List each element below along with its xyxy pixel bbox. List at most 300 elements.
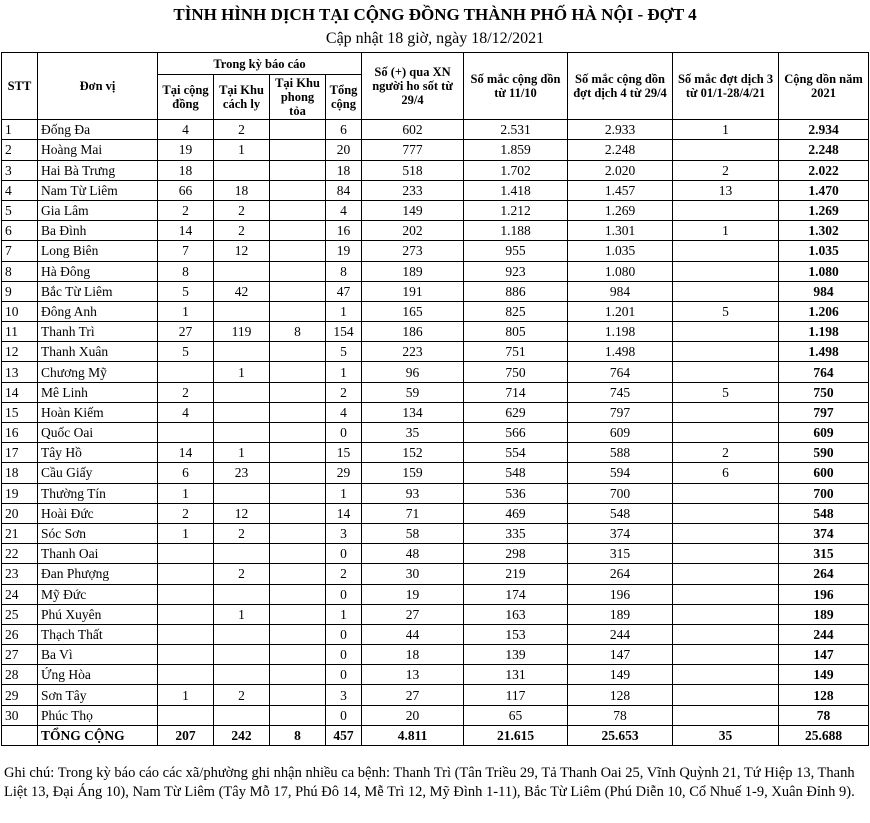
table-row: [2, 523, 869, 543]
table-row: [2, 140, 869, 160]
cell-wave3: [673, 241, 779, 261]
cell-community: 2: [158, 503, 214, 523]
cell-stt: 28: [2, 665, 38, 685]
cell-period-total: 0: [326, 645, 362, 665]
cell-total-2021: 609: [779, 423, 869, 443]
cell-wave4: 374: [568, 523, 673, 543]
cell-unit: Mê Linh: [38, 382, 158, 402]
cell-positive-tests: 233: [362, 180, 464, 200]
cell-positive-tests: 159: [362, 463, 464, 483]
cell-wave3: [673, 322, 779, 342]
cell-since-1110: 923: [464, 261, 568, 281]
cell-lockdown: [270, 160, 326, 180]
cell-total-2021: 149: [779, 665, 869, 685]
header-community: Tại cộng đồng: [158, 75, 214, 120]
cell-stt: 29: [2, 685, 38, 705]
cell-quarantine: 12: [214, 503, 270, 523]
cell-unit: Đông Anh: [38, 301, 158, 321]
cell-community: 66: [158, 180, 214, 200]
cell-positive-tests: 96: [362, 362, 464, 382]
cell-total-2021: 1.035: [779, 241, 869, 261]
cell-community: [158, 544, 214, 564]
update-time: Cập nhật 18 giờ, ngày 18/12/2021: [325, 30, 545, 47]
cell-since-1110: 1.212: [464, 200, 568, 220]
header-lockdown: Tại Khu phong tỏa: [270, 75, 326, 120]
cell-positive-tests: 27: [362, 604, 464, 624]
cell-wave4: 700: [568, 483, 673, 503]
table-body: [2, 120, 869, 726]
cell-stt: 12: [2, 342, 38, 362]
cell-wave4: 797: [568, 402, 673, 422]
cell-total-2021: 1.206: [779, 301, 869, 321]
cell-total-2021: 548: [779, 503, 869, 523]
cell-since-1110: 554: [464, 443, 568, 463]
cell-total-2021: 2.934: [779, 120, 869, 140]
cell-lockdown: [270, 382, 326, 402]
cell-unit: Sơn Tây: [38, 685, 158, 705]
cell-stt: 27: [2, 645, 38, 665]
cell-community: 5: [158, 342, 214, 362]
cell-total-2021: 1.302: [779, 221, 869, 241]
cell-total-2021: 1.498: [779, 342, 869, 362]
header-row-1: [2, 53, 869, 75]
cell-unit: Hoàng Mai: [38, 140, 158, 160]
cell-wave4: 2.020: [568, 160, 673, 180]
cell-positive-tests: 152: [362, 443, 464, 463]
cell-quarantine: [214, 301, 270, 321]
cell-period-total: 16: [326, 221, 362, 241]
cell-positive-tests: 602: [362, 120, 464, 140]
cell-wave4: 78: [568, 705, 673, 725]
cell-total-2021: 315: [779, 544, 869, 564]
cell-community: [158, 645, 214, 665]
cell-lockdown: [270, 483, 326, 503]
cell-total-2021: 374: [779, 523, 869, 543]
cell-positive-tests: 149: [362, 200, 464, 220]
cell-lockdown: [270, 261, 326, 281]
cell-community: 14: [158, 443, 214, 463]
cell-total-2021: 2.022: [779, 160, 869, 180]
table-row: [2, 544, 869, 564]
cell-since-1110: 750: [464, 362, 568, 382]
totals-label: TỔNG CỘNG: [38, 725, 158, 745]
table-row: [2, 645, 869, 665]
cell-wave4: 149: [568, 665, 673, 685]
cell-lockdown: [270, 463, 326, 483]
cell-total-2021: 750: [779, 382, 869, 402]
cell-wave3: [673, 483, 779, 503]
cell-positive-tests: 30: [362, 564, 464, 584]
totals-period-total: 457: [326, 725, 362, 745]
cell-period-total: 1: [326, 483, 362, 503]
cell-lockdown: 8: [270, 322, 326, 342]
cell-unit: Hoàn Kiếm: [38, 402, 158, 422]
cell-positive-tests: 19: [362, 584, 464, 604]
cell-positive-tests: 48: [362, 544, 464, 564]
cell-period-total: 3: [326, 685, 362, 705]
cell-stt: 16: [2, 423, 38, 443]
cell-period-total: 5: [326, 342, 362, 362]
cell-total-2021: 600: [779, 463, 869, 483]
cell-total-2021: 1.269: [779, 200, 869, 220]
totals-quarantine: 242: [214, 725, 270, 745]
header-total-2021: Cộng dồn năm 2021: [779, 53, 869, 120]
cell-period-total: 0: [326, 544, 362, 564]
cell-wave4: 984: [568, 281, 673, 301]
cell-stt: 8: [2, 261, 38, 281]
totals-lockdown: 8: [270, 725, 326, 745]
cell-since-1110: 714: [464, 382, 568, 402]
cell-community: [158, 584, 214, 604]
cell-positive-tests: 20: [362, 705, 464, 725]
cell-quarantine: [214, 382, 270, 402]
cell-unit: Ứng Hòa: [38, 665, 158, 685]
cell-lockdown: [270, 120, 326, 140]
cell-period-total: 18: [326, 160, 362, 180]
table-row: [2, 342, 869, 362]
cell-lockdown: [270, 281, 326, 301]
cell-since-1110: 536: [464, 483, 568, 503]
cell-wave4: 1.301: [568, 221, 673, 241]
cell-lockdown: [270, 140, 326, 160]
cell-community: 4: [158, 402, 214, 422]
cell-unit: Mỹ Đức: [38, 584, 158, 604]
cell-positive-tests: 777: [362, 140, 464, 160]
totals-since-1110: 21.615: [464, 725, 568, 745]
cell-quarantine: [214, 261, 270, 281]
cell-wave3: [673, 261, 779, 281]
cell-period-total: 1: [326, 604, 362, 624]
cell-wave4: 196: [568, 584, 673, 604]
cell-unit: Đống Đa: [38, 120, 158, 140]
cell-wave3: 2: [673, 160, 779, 180]
cell-wave3: 1: [673, 221, 779, 241]
cell-since-1110: 131: [464, 665, 568, 685]
cell-stt: 4: [2, 180, 38, 200]
cell-total-2021: 128: [779, 685, 869, 705]
cell-since-1110: 219: [464, 564, 568, 584]
cell-positive-tests: 44: [362, 624, 464, 644]
cell-unit: Quốc Oai: [38, 423, 158, 443]
cell-wave4: 588: [568, 443, 673, 463]
totals-wave3: 35: [673, 725, 779, 745]
cell-wave3: [673, 705, 779, 725]
cell-quarantine: 2: [214, 564, 270, 584]
cell-lockdown: [270, 362, 326, 382]
cell-stt: 21: [2, 523, 38, 543]
cell-wave4: 315: [568, 544, 673, 564]
cell-period-total: 4: [326, 200, 362, 220]
cell-wave4: 745: [568, 382, 673, 402]
cell-wave3: [673, 281, 779, 301]
cell-quarantine: 2: [214, 120, 270, 140]
cell-unit: Hoài Đức: [38, 503, 158, 523]
cell-positive-tests: 59: [362, 382, 464, 402]
cell-total-2021: 1.080: [779, 261, 869, 281]
cell-period-total: 2: [326, 564, 362, 584]
cell-unit: Hà Đông: [38, 261, 158, 281]
cell-quarantine: [214, 423, 270, 443]
header-since-1110: Số mắc cộng dồn từ 11/10: [464, 53, 568, 120]
cell-positive-tests: 71: [362, 503, 464, 523]
table-row: [2, 503, 869, 523]
cell-wave4: 1.269: [568, 200, 673, 220]
cell-quarantine: [214, 645, 270, 665]
cell-unit: Long Biên: [38, 241, 158, 261]
header-period-total: Tổng cộng: [326, 75, 362, 120]
cell-positive-tests: 189: [362, 261, 464, 281]
header-quarantine: Tại Khu cách ly: [214, 75, 270, 120]
cell-wave3: [673, 624, 779, 644]
table-row: [2, 160, 869, 180]
cell-wave3: 13: [673, 180, 779, 200]
cell-lockdown: [270, 604, 326, 624]
cell-wave3: [673, 342, 779, 362]
cell-wave3: [673, 685, 779, 705]
cell-period-total: 154: [326, 322, 362, 342]
cell-community: 2: [158, 200, 214, 220]
cell-since-1110: 886: [464, 281, 568, 301]
cell-community: [158, 624, 214, 644]
cell-total-2021: 1.198: [779, 322, 869, 342]
cell-wave4: 264: [568, 564, 673, 584]
cell-quarantine: [214, 584, 270, 604]
cell-positive-tests: 58: [362, 523, 464, 543]
cell-lockdown: [270, 645, 326, 665]
cell-wave4: 128: [568, 685, 673, 705]
cell-lockdown: [270, 301, 326, 321]
cell-quarantine: [214, 705, 270, 725]
table-row: [2, 604, 869, 624]
cell-quarantine: [214, 160, 270, 180]
cell-unit: Thanh Xuân: [38, 342, 158, 362]
cell-lockdown: [270, 503, 326, 523]
cell-period-total: 6: [326, 120, 362, 140]
cell-wave4: 1.457: [568, 180, 673, 200]
cell-quarantine: 42: [214, 281, 270, 301]
footnote: Ghi chú: Trong kỳ báo cáo các xã/phường ghi nhận nhiều ca bệnh: Thanh Trì (Tân Triều 29, Tả Thanh Oai 25, Vĩnh Quỳnh 21, Tứ Hiệp 13, Thanh Liệt 13, Đại Áng 10), Nam Từ Liêm (Tây Mỗ 17, Phú Đô 14, Mễ Trì 12, Mỹ Đình 1-11), Bắc Từ Liêm (Phú Diễn 10, Cổ Nhuế 1-9, Xuân Đỉnh 9).: [4, 765, 855, 800]
cell-lockdown: [270, 624, 326, 644]
table-row: [2, 301, 869, 321]
cell-since-1110: 1.188: [464, 221, 568, 241]
cell-since-1110: 469: [464, 503, 568, 523]
cell-quarantine: [214, 624, 270, 644]
cell-community: 27: [158, 322, 214, 342]
cell-stt: 19: [2, 483, 38, 503]
cell-since-1110: 1.702: [464, 160, 568, 180]
cell-stt: 26: [2, 624, 38, 644]
cell-wave3: [673, 362, 779, 382]
header-stt: STT: [2, 53, 38, 120]
cell-wave4: 1.198: [568, 322, 673, 342]
header-wave4: Số mắc cộng dồn đợt dịch 4 từ 29/4: [568, 53, 673, 120]
cell-total-2021: 590: [779, 443, 869, 463]
cell-wave4: 764: [568, 362, 673, 382]
cell-wave3: [673, 564, 779, 584]
cell-community: 1: [158, 483, 214, 503]
cell-wave3: [673, 503, 779, 523]
cell-community: 1: [158, 301, 214, 321]
cell-wave3: [673, 584, 779, 604]
cell-stt: 25: [2, 604, 38, 624]
cell-period-total: 0: [326, 705, 362, 725]
cell-stt: 15: [2, 402, 38, 422]
cell-unit: Gia Lâm: [38, 200, 158, 220]
cell-period-total: 0: [326, 624, 362, 644]
cell-stt: 18: [2, 463, 38, 483]
cell-since-1110: 1.418: [464, 180, 568, 200]
cell-period-total: 4: [326, 402, 362, 422]
table-row: [2, 120, 869, 140]
table-row: [2, 261, 869, 281]
cell-quarantine: [214, 544, 270, 564]
cell-community: 6: [158, 463, 214, 483]
cell-wave3: [673, 140, 779, 160]
table-row: [2, 463, 869, 483]
cell-period-total: 29: [326, 463, 362, 483]
cell-lockdown: [270, 342, 326, 362]
cell-since-1110: 2.531: [464, 120, 568, 140]
cell-total-2021: 244: [779, 624, 869, 644]
cell-since-1110: 825: [464, 301, 568, 321]
cell-period-total: 14: [326, 503, 362, 523]
cell-period-total: 8: [326, 261, 362, 281]
cell-since-1110: 298: [464, 544, 568, 564]
table-row: [2, 483, 869, 503]
cell-lockdown: [270, 221, 326, 241]
cell-wave3: [673, 665, 779, 685]
cell-wave4: 2.248: [568, 140, 673, 160]
table-row: [2, 584, 869, 604]
table-row: [2, 281, 869, 301]
cell-lockdown: [270, 564, 326, 584]
cell-wave4: 2.933: [568, 120, 673, 140]
cell-community: [158, 705, 214, 725]
cell-stt: 30: [2, 705, 38, 725]
table-row: [2, 443, 869, 463]
cell-wave4: 244: [568, 624, 673, 644]
header-unit: Đơn vị: [38, 53, 158, 120]
cell-quarantine: [214, 402, 270, 422]
cell-total-2021: 264: [779, 564, 869, 584]
cell-wave4: 594: [568, 463, 673, 483]
table-row: [2, 564, 869, 584]
cell-since-1110: 65: [464, 705, 568, 725]
cell-stt: 14: [2, 382, 38, 402]
cell-wave3: 2: [673, 443, 779, 463]
cell-unit: Phúc Thọ: [38, 705, 158, 725]
cell-wave4: 1.201: [568, 301, 673, 321]
cell-positive-tests: 273: [362, 241, 464, 261]
cell-stt: 10: [2, 301, 38, 321]
cell-total-2021: 78: [779, 705, 869, 725]
cell-total-2021: 984: [779, 281, 869, 301]
page-title: TÌNH HÌNH DỊCH TẠI CỘNG ĐỒNG THÀNH PHỐ HÀ NỘI - ĐỢT 4: [173, 5, 697, 24]
cell-positive-tests: 202: [362, 221, 464, 241]
cell-community: [158, 362, 214, 382]
cell-unit: Hai Bà Trưng: [38, 160, 158, 180]
cell-since-1110: 751: [464, 342, 568, 362]
cell-stt: 17: [2, 443, 38, 463]
cell-community: 14: [158, 221, 214, 241]
cell-community: 19: [158, 140, 214, 160]
cell-quarantine: 119: [214, 322, 270, 342]
cell-wave3: [673, 544, 779, 564]
cell-unit: Thanh Oai: [38, 544, 158, 564]
cell-wave3: 5: [673, 301, 779, 321]
cell-stt: 13: [2, 362, 38, 382]
cell-since-1110: 335: [464, 523, 568, 543]
cell-community: 7: [158, 241, 214, 261]
cell-stt: 7: [2, 241, 38, 261]
totals-wave4: 25.653: [568, 725, 673, 745]
cell-positive-tests: 165: [362, 301, 464, 321]
cell-positive-tests: 35: [362, 423, 464, 443]
cell-unit: Thanh Trì: [38, 322, 158, 342]
cell-community: 4: [158, 120, 214, 140]
totals-total-2021: 25.688: [779, 725, 869, 745]
header-wave3: Số mắc đợt dịch 3 từ 01/1-28/4/21: [673, 53, 779, 120]
cell-lockdown: [270, 523, 326, 543]
cell-wave3: 5: [673, 382, 779, 402]
cell-since-1110: 1.859: [464, 140, 568, 160]
table-row: [2, 362, 869, 382]
table-row: [2, 685, 869, 705]
totals-row: [2, 725, 869, 745]
table-row: [2, 423, 869, 443]
cell-positive-tests: 191: [362, 281, 464, 301]
cell-total-2021: 189: [779, 604, 869, 624]
table-row: [2, 705, 869, 725]
cell-unit: Cầu Giấy: [38, 463, 158, 483]
cell-wave3: [673, 645, 779, 665]
cell-total-2021: 196: [779, 584, 869, 604]
cell-positive-tests: 18: [362, 645, 464, 665]
cell-unit: Bắc Từ Liêm: [38, 281, 158, 301]
cell-period-total: 0: [326, 423, 362, 443]
cell-wave3: [673, 523, 779, 543]
cell-community: [158, 564, 214, 584]
cell-wave3: [673, 604, 779, 624]
cell-stt: 23: [2, 564, 38, 584]
cell-quarantine: 1: [214, 443, 270, 463]
cell-stt: 11: [2, 322, 38, 342]
table-row: [2, 665, 869, 685]
cell-wave4: 609: [568, 423, 673, 443]
cell-positive-tests: 13: [362, 665, 464, 685]
cell-quarantine: 1: [214, 140, 270, 160]
cell-total-2021: 797: [779, 402, 869, 422]
cell-unit: Ba Đình: [38, 221, 158, 241]
header-positive-tests: Số (+) qua XN người ho sốt từ 29/4: [362, 53, 464, 120]
cell-community: 1: [158, 523, 214, 543]
cell-stt: 20: [2, 503, 38, 523]
cell-positive-tests: 186: [362, 322, 464, 342]
cell-community: 1: [158, 685, 214, 705]
cell-since-1110: 163: [464, 604, 568, 624]
cell-lockdown: [270, 423, 326, 443]
cell-stt: 3: [2, 160, 38, 180]
table-row: [2, 382, 869, 402]
cell-stt: 2: [2, 140, 38, 160]
cell-quarantine: 2: [214, 685, 270, 705]
cell-since-1110: 153: [464, 624, 568, 644]
cell-wave3: [673, 423, 779, 443]
cell-lockdown: [270, 544, 326, 564]
cell-total-2021: 2.248: [779, 140, 869, 160]
cell-period-total: 19: [326, 241, 362, 261]
table-row: [2, 322, 869, 342]
